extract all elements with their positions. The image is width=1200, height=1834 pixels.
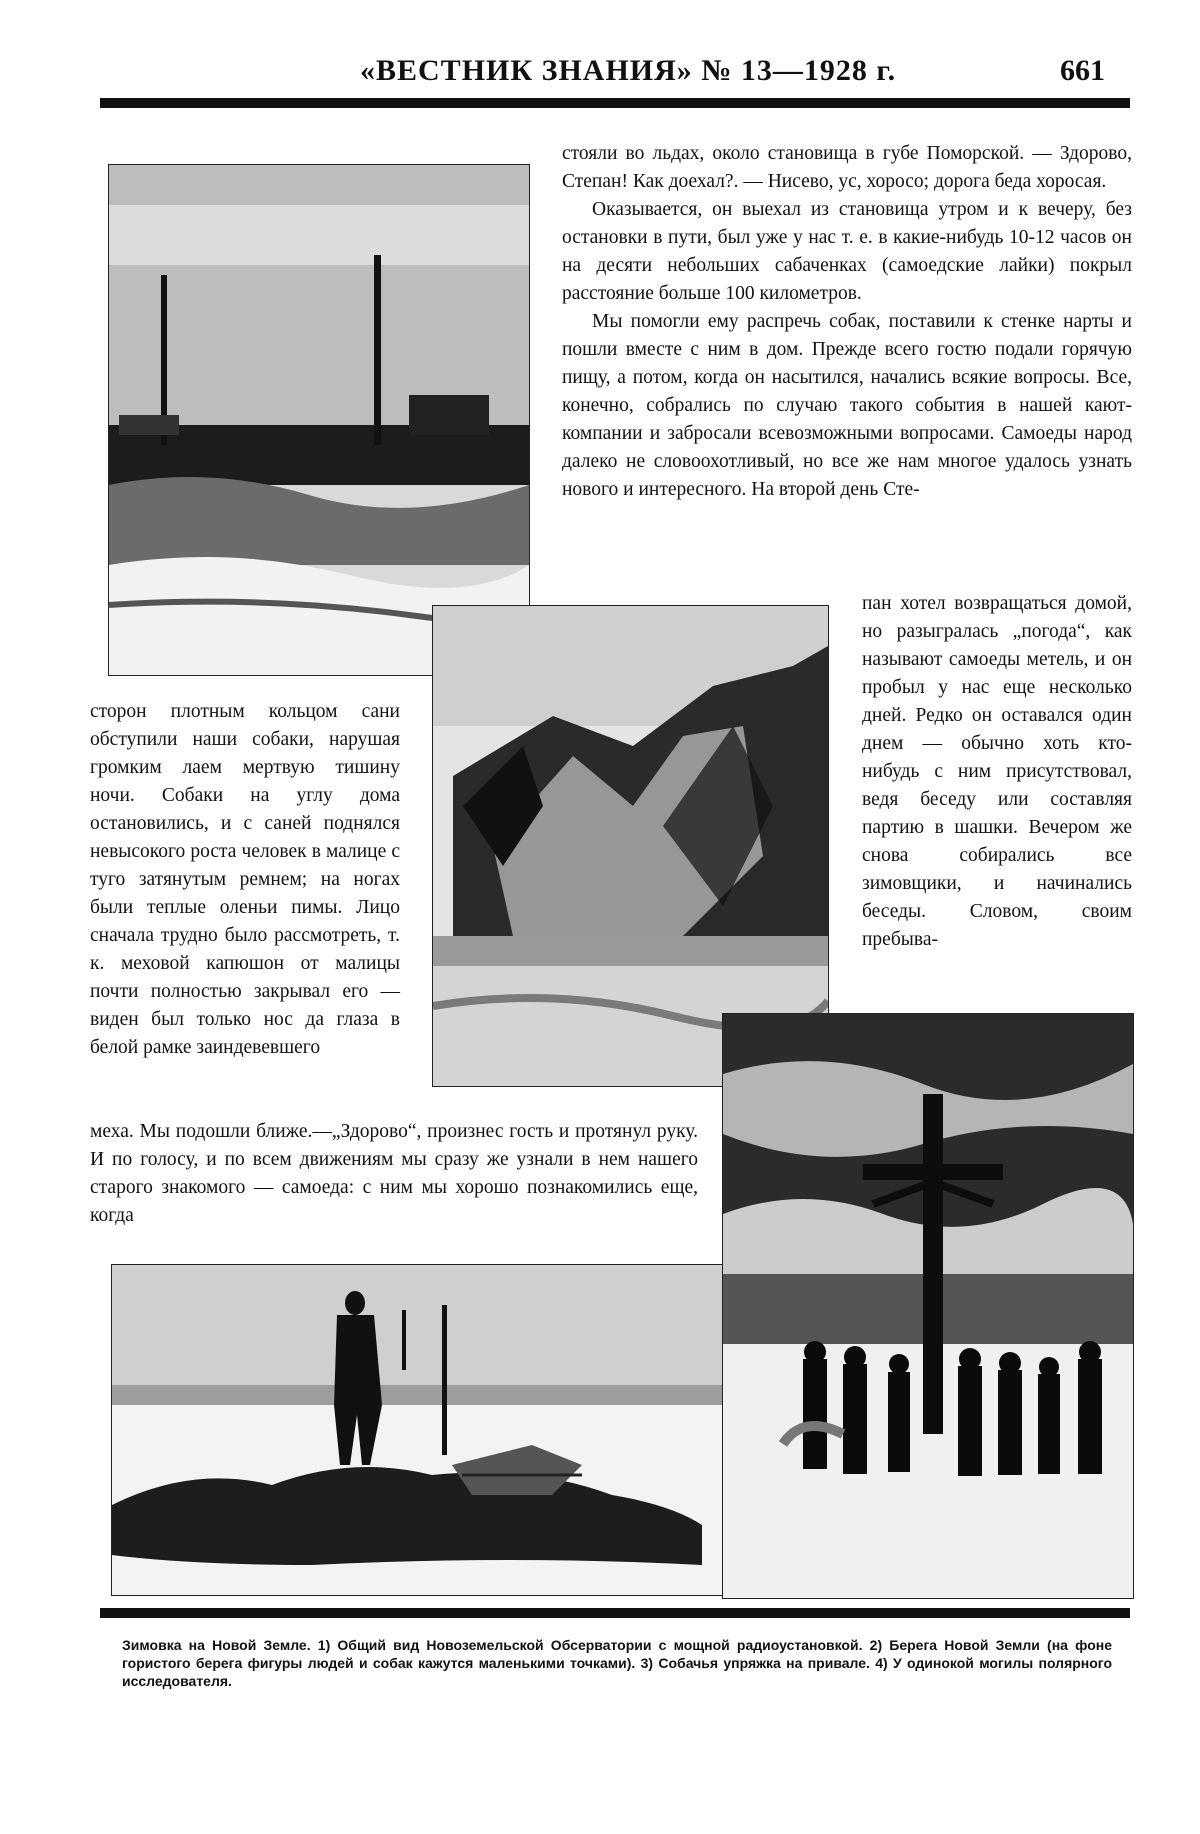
- photo-observatory: [108, 164, 530, 676]
- paragraph: сторон плотным кольцом сани обступили наши собаки, нарушая громким лаем мертвую тишину ночи. Собаки на углу дома остановились, и с саней поднялся невысокого роста человек в малице с туго затянутым ремнем; на ногах были теплые оленьи пимы. Лицо сначала трудно было рассмотреть, т. к. меховой капюшон от малицы почти полностью закрывал его — виден был только нос да глаза в белой рамке заиндевевшего: [90, 701, 400, 1058]
- grave-cross-photo: [723, 1014, 1133, 1598]
- photo-dog-sled: [111, 1264, 723, 1596]
- article-column-wide: [90, 1118, 698, 1230]
- photo-grave-cross: [722, 1013, 1134, 1599]
- photo-caption: Зимовка на Новой Земле. 1) Общий вид Новоземельской Обсерватории с мощной радиоустановкой. 2) Берега Новой Земли (на фоне гористого берега фигуры людей и собак кажутся маленькими точками). 3) Собачья упряжка на привале. 4) У одинокой могилы полярного исследователя.: [122, 1637, 1112, 1689]
- article-column-right: [562, 140, 1132, 504]
- page-number: 661: [1060, 54, 1105, 87]
- dog-sled-photo: [112, 1265, 722, 1595]
- observatory-masts-photo: [109, 165, 529, 675]
- paragraph: меха. Мы подошли ближе.—„Здорово“, произнес гость и протянул руку. И по голосу, и по всем движениям мы сразу же узнали в нем нашего старого знакомого — самоеда: с ним мы хорошо познакомились еще, когда: [90, 1121, 698, 1226]
- page-header: [0, 50, 1200, 90]
- journal-title: «ВЕСТНИК ЗНАНИЯ» № 13—1928 г.: [360, 54, 897, 87]
- paragraph: стояли во льдах, около становища в губе Поморской. — Здорово, Степан! Как доехал?. — Нисево, ус, хоросо; дорога беда хоросая.: [562, 143, 1132, 192]
- paragraph: пан хотел возвращаться домой, но разыгралась „погода“, как называют самоеды метель, и он пробыл у нас еще несколько дней. Редко он оставался один днем — обычно хоть кто-нибудь с ним присутствовал, ведя беседу или составляя партию в шашки. Вечером же снова собирались все зимовщики, и начинались беседы. Словом, своим пребыва-: [862, 593, 1132, 950]
- footer-rule: [100, 1608, 1130, 1618]
- article-column-left: [90, 698, 400, 1062]
- article-column-narrow: [862, 590, 1132, 954]
- paragraph: Оказывается, он выехал из становища утром и к вечеру, без остановки в пути, был уже у нас т. е. в какие-нибудь 10-12 часов он на десяти небольших сабаченках (самоедские лайки) покрыл расстояние больше 100 километров.: [562, 199, 1132, 304]
- header-rule: [100, 98, 1130, 108]
- paragraph: Мы помогли ему распречь собак, поставили к стенке нарты и пошли вместе с ним в дом. Прежде всего гостю подали горячую пищу, а потом, когда он насытился, начались всякие вопросы. Все, конечно, собрались по случаю такого события в нашей кают-компании и забросали всевозможными вопросами. Самоеды народ далеко не словоохотливый, но все же нам многое удалось узнать нового и интересного. На второй день Сте-: [562, 311, 1132, 500]
